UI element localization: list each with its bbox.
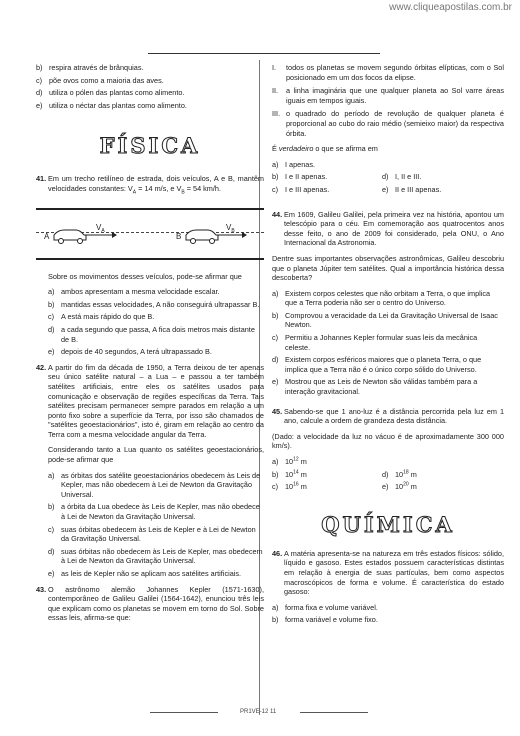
q41-options [36, 287, 264, 357]
question-44: 44. Em 1609, Galileu Galilei, pela primeira vez na história, apontou um telescópio para o céu. Em comemoração aos quatrocentos anos desse feito, o ano de 2009 foi considerado, pela ONU, o Ano Internacional da Astronomia. [272, 209, 504, 248]
option: c) A está mais rápido do que B. [48, 312, 155, 322]
option: c) põe ovos como a maioria das aves. [36, 75, 164, 85]
car-a-icon [54, 230, 86, 244]
top-rule [148, 53, 380, 54]
car-b-label: B [176, 231, 182, 241]
site-watermark: www.cliqueapostilas.com.br [389, 2, 512, 13]
right-column [272, 63, 504, 628]
option: a) forma fixa e volume variável. [272, 602, 378, 612]
q45-given: (Dado: a velocidade da luz no vácuo é de aproximadamente 300 000 km/s). [272, 431, 504, 451]
prev-question-options [36, 63, 264, 110]
svg-text:VA: $V_A$ [96, 222, 105, 234]
option: c) I e III apenas. [272, 184, 330, 194]
option: a) $10^{12}$ m [272, 456, 307, 466]
q42-options [36, 471, 264, 579]
section-heading-quimica: QUÍMICA [321, 511, 455, 537]
page-code: PR1VE-12 11 [240, 709, 277, 715]
statement: II. a linha imaginária que une qualquer planeta ao Sol varre áreas iguais em tempos iguais. [272, 86, 504, 105]
car-a-label: A [44, 231, 50, 241]
section-heading-fisica: FÍSICA [99, 133, 201, 159]
svg-text:VB: $V_B$ [226, 222, 235, 234]
option: e) as leis de Kepler não se aplicam aos satélites artificiais. [48, 569, 242, 578]
option: b) respira através de brânquias. [36, 63, 144, 72]
option: b) mantidas essas velocidades, A não conseguirá ultrapassar B. [48, 299, 260, 309]
q44-options [272, 289, 504, 397]
option: b) forma variável e volume fixo. [272, 615, 378, 625]
question-43: 43. O astrônomo alemão Johannes Kepler (1571-1630), contemporâneo de Galileu Galilei (1564-1642), enunciou três leis que explicam como os planetas se movem em torno do Sol. Sobre essas leis, afirma-se que: [36, 584, 264, 623]
q45-options [272, 457, 504, 495]
option: a) as órbitas dos satélite geoestacionários obedecem às Leis de Kepler, mas não obedecem à Lei de Newton da Gravitação Universal. [48, 470, 261, 499]
option: c) $10^{16}$ m [272, 481, 307, 492]
question-41: 41. Em um trecho retilíneo de estrada, dois veículos, A e B, mantêm velocidades constantes: $V_A = 14$ m/s, e $V_B = 54$ km/h. [36, 174, 264, 196]
option: d) $10^{18}$ m [382, 469, 417, 479]
q41-stem: Sobre os movimentos desses veículos, pode-se afirmar que [48, 271, 242, 281]
option: d) suas órbitas não obedecem às Leis de Kepler, mas obedecem à Lei de Newton da Gravitação Universal. [48, 546, 263, 566]
q42-stem: Considerando tanto a Lua quanto os satélites geoestacionários, pode-se afirmar que [48, 445, 264, 465]
option: d) a cada segundo que passa, A fica dois metros mais distante de B. [48, 324, 255, 344]
option: a) I apenas. [272, 159, 316, 169]
left-column [36, 63, 264, 623]
option: e) depois de 40 segundos, A terá ultrapassado B. [48, 347, 212, 357]
option: e) utiliza o néctar das plantas como alimento. [36, 100, 187, 110]
q43-items [272, 63, 504, 138]
option: e) Mostrou que as Leis de Newton são válidas também para a interação gravitacional. [272, 377, 478, 397]
statement: III. o quadrado do período de revolução de qualquer planeta é proporcional ao cubo do raio médio (semieixo maior) da respectiva órbita. [272, 109, 504, 138]
option: b) a órbita da Lua obedece às Leis de Kepler, mas não obedece à Lei de Newton da Gravitação Universal. [48, 502, 260, 522]
q44-stem: Dentre suas importantes observações astronômicas, Galileu descobriu que o planeta Júpiter tem satélites. Qual a importância histórica dessa descoberta? [272, 253, 504, 283]
option: b) Comprovou a veracidade da Lei da Gravitação Universal de Isaac Newton. [272, 310, 498, 330]
option: d) I, II e III. [382, 172, 422, 182]
option: b) $10^{14}$ m [272, 469, 307, 479]
cars-svg [36, 202, 264, 262]
question-42: 42. A partir do fim da década de 1950, a Terra deixou de ter apenas seu único satélite natural – a Lua – e passou a ter também satélites artificiais, entre eles os satélites usados para comunicação e observação de regiões específicas da Terra. Tais satélites precisam permanecer sempre parados em relação a um ponto fixo sobre a superfície da Terra, por isso são chamados de "satélites geoestacionários", isto é, giram em relação ao centro da Terra com a mesma velocidade angular da Terra. [36, 362, 264, 439]
option: c) Permitiu a Johannes Kepler formular suas leis da mecânica celeste. [272, 333, 478, 352]
option: e) $10^{20}$ m [382, 481, 417, 492]
road-diagram [36, 202, 264, 262]
question-46: 46. A matéria apresenta-se na natureza em três estados físicos: sólido, líquido e gasoso. Estes estados possuem características distintas em relação à energia de suas partículas, bem como aspectos macroscópicos de forma e volume. É característica do estado gasoso: [272, 548, 504, 597]
option: a) ambos apresentam a mesma velocidade escalar. [48, 287, 220, 297]
option: d) Existem corpos esféricos maiores que o planeta Terra, o que implica que a Terra não é o único corpo sólido do Universo. [272, 355, 482, 374]
option: b) I e II apenas. [272, 172, 328, 182]
car-b-icon [186, 230, 218, 244]
q43-options [272, 160, 504, 198]
statement: I. todos os planetas se movem segundo órbitas elípticas, com o Sol posicionado em um dos focos da elipse. [272, 63, 504, 82]
option: d) utiliza o pólen das plantas como alimento. [36, 88, 185, 98]
question-45: 45. Sabendo-se que 1 ano-luz é a distância percorrida pela luz em 1 ano, calcule a ordem de grandeza desta distância. [272, 406, 504, 426]
option: a) Existem corpos celestes que não orbitam a Terra, o que implica que a Terra poderia não ser o centro do Universo. [272, 288, 491, 308]
q43-stem: É verdadeiro o que se afirma em [272, 144, 378, 154]
option: c) suas órbitas obedecem às Leis de Kepler e à Lei de Newton da Gravitação Universal. [48, 524, 256, 544]
option: e) II e III apenas. [382, 184, 442, 194]
q46-options [272, 603, 504, 625]
